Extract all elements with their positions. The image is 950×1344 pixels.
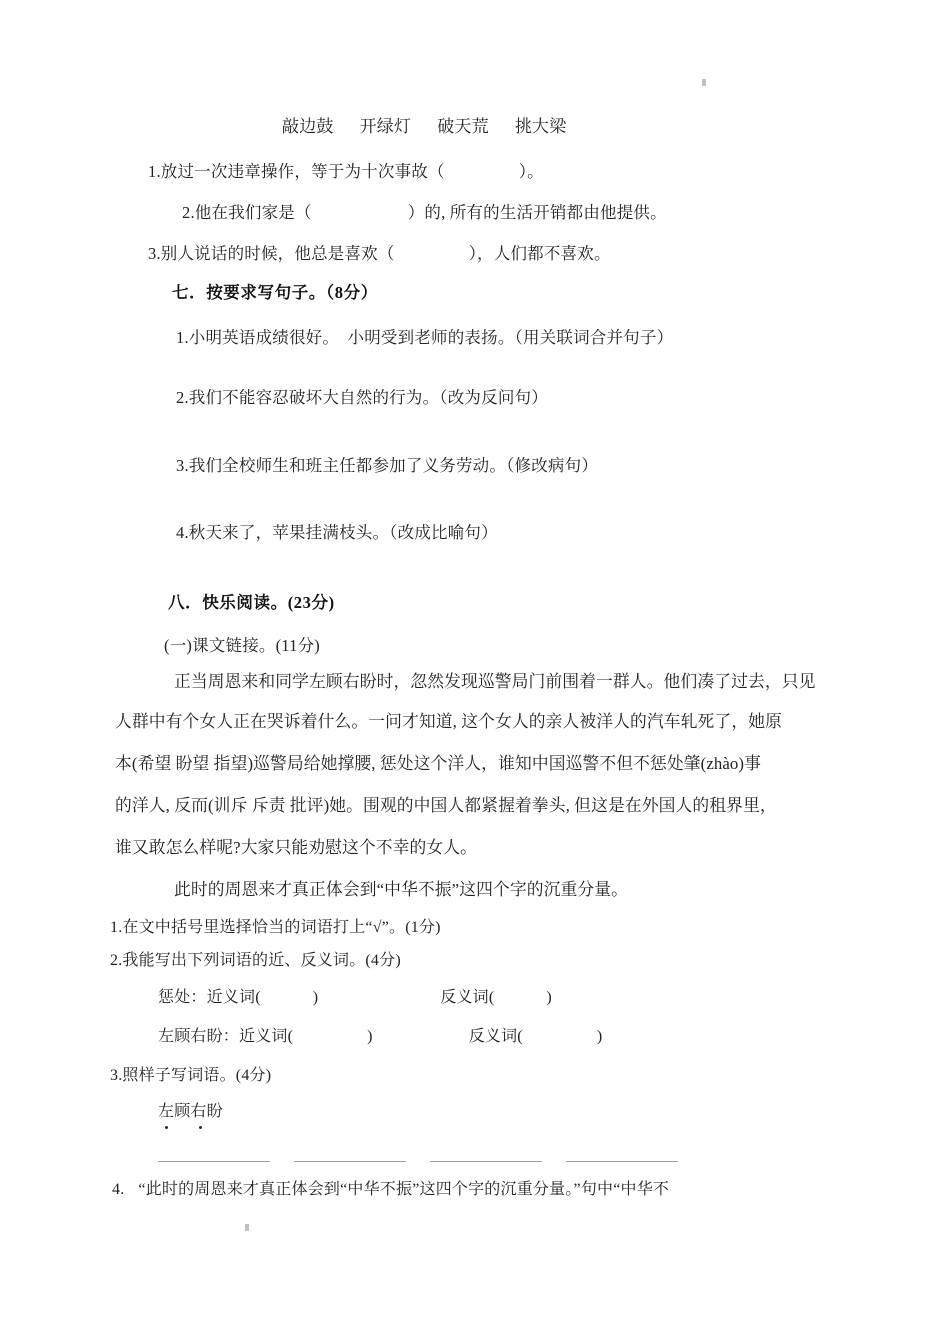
emphasis-dot-2 [199,1126,202,1129]
example-word-char-1: 左 [158,1103,175,1120]
fill-sentence-2-after: ）的, 所有的生活开销都由他提供。 [407,203,667,222]
reading-question-3 [110,1068,271,1084]
synonym-row-1-near-label: 近义词( [206,989,261,1006]
section-seven-item-3-text: 我们全校师生和班主任都参加了义务劳动。（修改病句） [188,456,599,475]
synonym-row-1-word: 惩处： [158,989,207,1006]
reading-question-1-text: 在文中括号里选择恰当的词语打上“√”。(1分) [122,919,441,936]
section-seven-item-4-number: 4. [176,523,189,542]
section-seven-item-4 [176,525,498,542]
synonym-row-1-near-close: ) [312,989,319,1006]
fill-sentence-3 [148,246,611,263]
fill-sentence-3-number: 3. [148,244,161,263]
synonym-row-2-opp-close: ) [596,1028,603,1045]
section-seven-item-2-number: 2. [176,388,189,407]
reading-question-1-number: 1. [110,919,123,936]
idiom-item-3: 破天荒 [437,117,489,136]
section-seven-item-2-text: 我们不能容忍破坏大自然的行为。（改为反问句） [188,388,548,407]
section-seven-item-1 [176,330,673,347]
fill-sentence-3-after: ），人们都不喜欢。 [468,244,611,263]
example-word-char-3: 右 [190,1103,207,1120]
synonym-row-1-opp-label: 反义词( [440,989,495,1006]
section-eight-heading: 八．快乐阅读。(23分) [168,593,335,612]
passage-line-2: 人群中有个女人正在哭诉着什么。一问才知道, 这个女人的亲人被洋人的汽车轧死了，她原 [115,712,782,731]
passage-last-paragraph: 此时的周恩来才真正体会到“中华不振”这四个字的沉重分量。 [174,880,629,899]
section-seven-item-4-text: 秋天来了，苹果挂满枝头。（改成比喻句） [188,523,498,542]
idiom-item-1: 敲边鼓 [282,117,334,136]
idiom-bank-row [282,118,566,135]
section-seven-item-1-number: 1. [176,328,189,347]
fill-sentence-3-before: 别人说话的时候，他总是喜欢（ [160,244,395,263]
reading-question-4 [112,1182,669,1198]
synonym-row-2-word: 左顾右盼： [158,1028,240,1045]
example-word-char-2: 顾 [174,1103,191,1120]
synonym-row-1 [158,990,552,1006]
passage-line-4: 的洋人, 反而(训斥 斥责 批评)她。围观的中国人都紧握着拳头, 但这是在外国人的租界里， [115,796,777,815]
reading-question-4-text: “此时的周恩来才真正体会到“中华不振”这四个字的沉重分量。”句中“中华不 [138,1181,670,1198]
fill-sentence-1-number: 1. [148,162,161,181]
idiom-item-4: 挑大梁 [514,117,567,136]
fill-sentence-1 [148,164,544,181]
reading-question-2 [110,953,401,969]
reading-question-3-text: 照样子写词语。(4分) [122,1067,272,1084]
synonym-row-2-opp-label: 反义词( [468,1028,523,1045]
answer-blank-3[interactable] [430,1160,542,1162]
page-artifact-bottom-icon [245,1224,249,1231]
section-eight-subheading: (一)课文链接。(11分) [164,636,320,655]
section-seven-item-2 [176,390,548,407]
synonym-row-2-near-label: 近义词( [239,1028,294,1045]
answer-blank-1[interactable] [158,1160,270,1162]
answer-blank-2[interactable] [294,1160,406,1162]
reading-question-2-text: 我能写出下列词语的近、反义词。(4分) [122,952,401,969]
page-artifact-top-icon [702,79,706,86]
fill-sentence-1-before: 放过一次违章操作，等于为十次事故（ [160,162,445,181]
reading-question-4-number: 4. [112,1181,125,1198]
reading-question-3-number: 3. [110,1067,123,1084]
synonym-row-1-opp-close: ) [546,989,552,1006]
answer-blanks-row [158,1160,678,1162]
section-seven-heading: 七．按要求写句子。（8分） [172,283,378,302]
example-word-char-4: 盼 [206,1103,223,1120]
passage-line-3: 本(希望 盼望 指望)巡警局给她撑腰, 惩处这个洋人，谁知中国巡警不但不惩处肇(zhào)事 [115,754,761,773]
fill-sentence-2-before: 他在我们家是（ [194,203,312,222]
synonym-row-2 [158,1029,602,1045]
emphasis-dot-1 [165,1126,168,1129]
reading-question-1 [110,920,441,936]
fill-sentence-2-number: 2. [182,203,195,222]
section-seven-item-3-number: 3. [176,456,189,475]
fill-sentence-1-after: ）。 [518,162,544,181]
passage-line-5: 谁又敢怎么样呢?大家只能劝慰这个不幸的女人。 [115,838,478,857]
section-seven-item-1-text: 小明英语成绩很好。 小明受到老师的表扬。（用关联词合并句子） [188,328,674,347]
idiom-item-2: 开绿灯 [359,117,412,136]
synonym-row-2-near-close: ) [367,1028,373,1045]
passage-line-1: 正当周恩来和同学左顾右盼时，忽然发现巡警局门前围着一群人。他们凑了过去，只见 [174,672,816,691]
reading-question-2-number: 2. [110,952,123,969]
answer-blank-4[interactable] [566,1160,678,1162]
section-seven-item-3 [176,458,598,475]
example-word [158,1104,223,1120]
fill-sentence-2 [182,205,667,222]
